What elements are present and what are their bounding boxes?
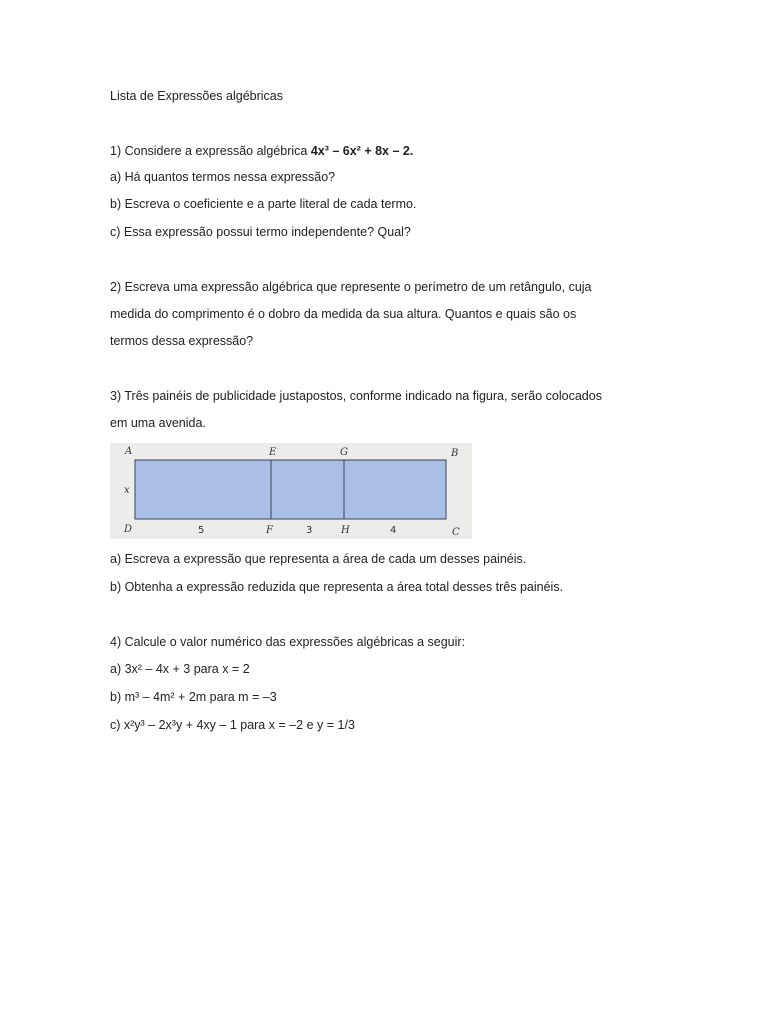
label-g: G [340, 447, 348, 458]
question-3-line-1: 3) Três painéis de publicidade justapostos, conforme indicado na figura, serão colocados [110, 389, 602, 403]
question-1-text: 1) Considere a expressão algébrica [110, 144, 311, 158]
question-1c: c) Essa expressão possui termo independente? Qual? [110, 225, 411, 239]
width-label-4: 4 [390, 525, 397, 536]
question-2-line-2: medida do comprimento é o dobro da medida da sua altura. Quantos e quais são os [110, 307, 577, 321]
label-c: C [452, 527, 460, 538]
label-x: x [124, 485, 130, 496]
label-d: D [124, 524, 133, 535]
question-1-expression: 4x³ – 6x² + 8x – 2. [310, 144, 414, 158]
panel-area [135, 460, 446, 519]
question-1-intro [110, 143, 413, 159]
panels-diagram [110, 443, 472, 539]
label-a: A [125, 446, 133, 457]
label-b: B [451, 448, 459, 459]
panels-figure [110, 443, 472, 539]
question-3a: a) Escreva a expressão que representa a área de cada um desses painéis. [110, 552, 527, 566]
label-f: F [266, 525, 273, 536]
page-title: Lista de Expressões algébricas [110, 89, 284, 103]
question-2-line-1: 2) Escreva uma expressão algébrica que represente o perímetro de um retângulo, cuja [110, 280, 592, 294]
question-2-line-3: termos dessa expressão? [110, 334, 254, 348]
question-4b: b) m³ – 4m² + 2m para m = –3 [110, 690, 277, 704]
width-label-3: 3 [306, 525, 313, 536]
question-3b: b) Obtenha a expressão reduzida que representa a área total desses três painéis. [110, 580, 564, 594]
question-1a: a) Há quantos termos nessa expressão? [110, 170, 336, 184]
question-4a: a) 3x² – 4x + 3 para x = 2 [110, 662, 250, 676]
question-4-intro: 4) Calcule o valor numérico das expressões algébricas a seguir: [110, 635, 466, 649]
question-1b: b) Escreva o coeficiente e a parte literal de cada termo. [110, 197, 417, 211]
label-e: E [269, 447, 277, 458]
width-label-5: 5 [198, 525, 205, 536]
label-h: H [341, 525, 350, 536]
question-3-line-2: em uma avenida. [110, 416, 206, 430]
question-4c: c) x²y³ – 2x³y + 4xy – 1 para x = –2 e y = 1/3 [110, 718, 355, 732]
